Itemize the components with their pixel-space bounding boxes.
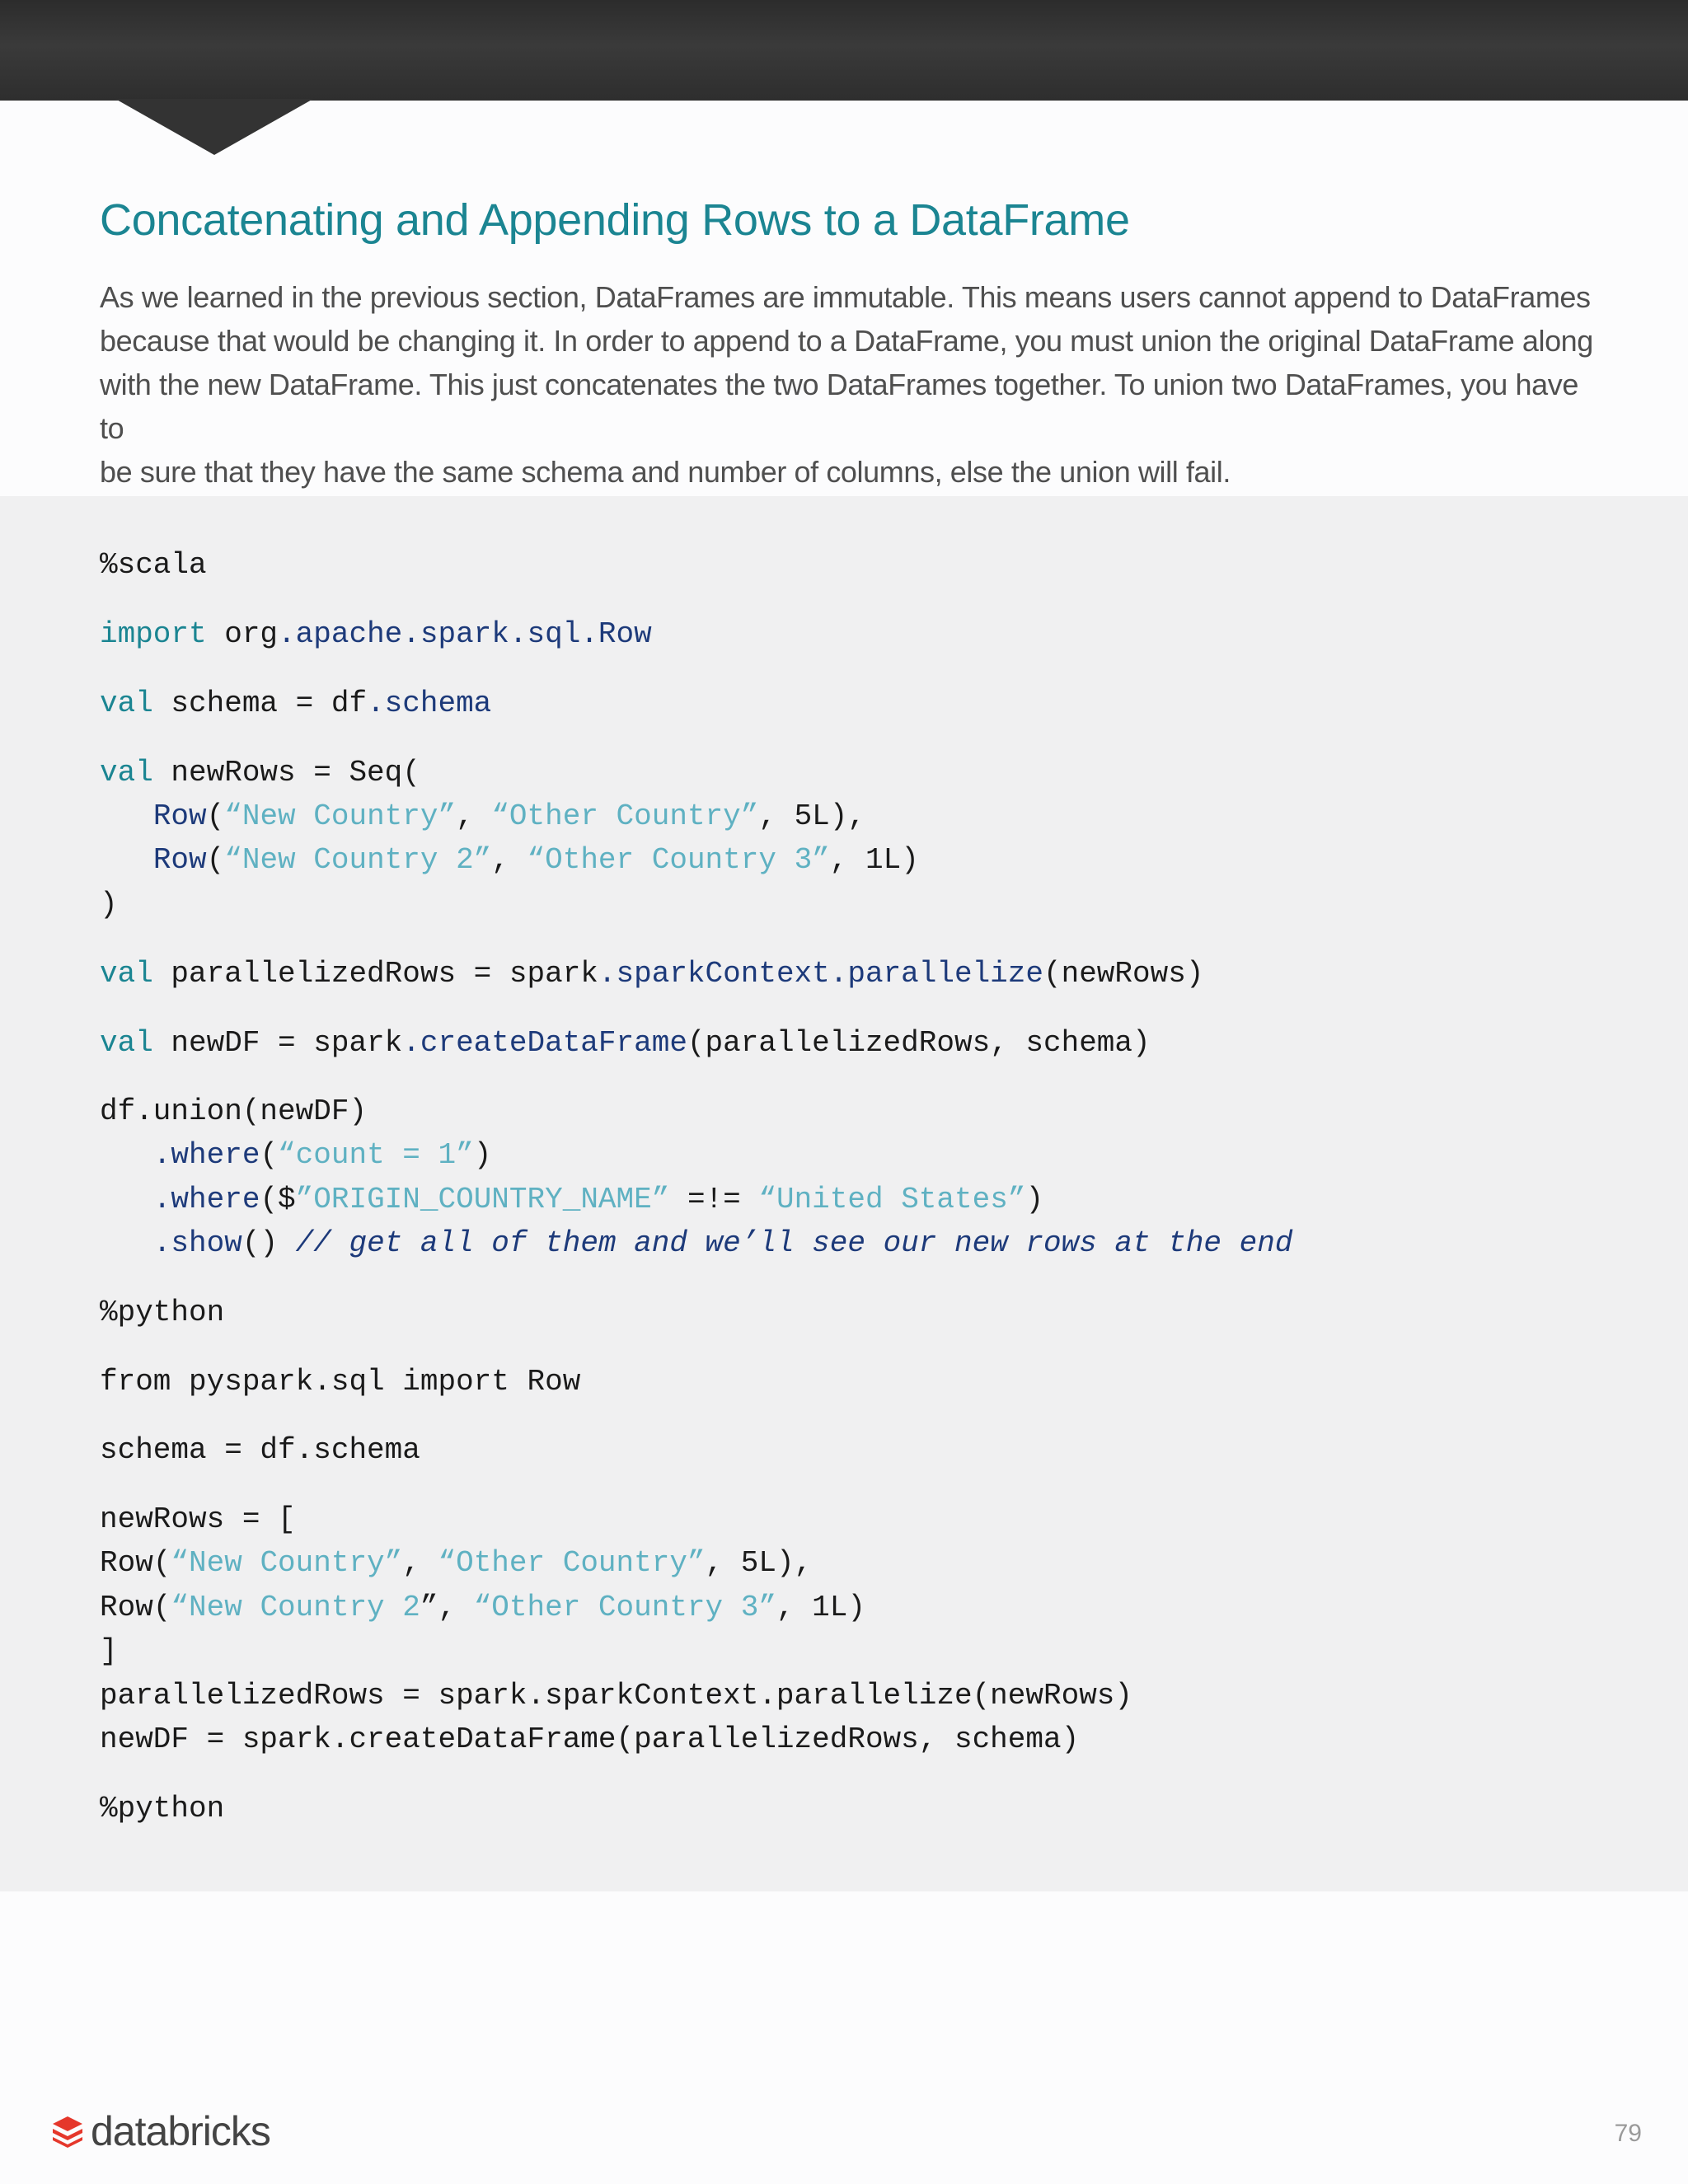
code-token: “New Country 2 (171, 1591, 420, 1624)
code-token: parallelizedRows = spark (152, 957, 598, 991)
code-token: from pyspark.sql import Row (100, 1365, 581, 1399)
code-token: val (100, 957, 153, 991)
intro-line: with the new DataFrame. This just concatenates the two DataFrames together. To union two DataFrames, you have to (100, 368, 1579, 445)
code-token: ”ORIGIN_COUNTRY_NAME” (295, 1183, 670, 1216)
code-token: “Other Country 3” (473, 1591, 776, 1624)
code-line (100, 1093, 367, 1131)
code-token: df.union(newDF) (100, 1094, 368, 1128)
code-token (100, 799, 153, 833)
code-token: Row (152, 799, 207, 833)
code-token: newRows = [ (100, 1502, 296, 1536)
code-token: “Other Country 3” (527, 843, 830, 877)
code-token: ) (1025, 1183, 1044, 1216)
code-token: ] (100, 1634, 118, 1668)
code-token: =!= (669, 1183, 759, 1216)
code-line (100, 685, 491, 723)
code-token: ( (260, 1138, 279, 1172)
code-token: Row( (100, 1546, 171, 1580)
code-line (100, 798, 865, 836)
code-line (100, 955, 1203, 993)
page-number: 79 (1614, 2120, 1642, 2147)
code-token: %python (100, 1296, 225, 1329)
code-token: “count = 1” (278, 1138, 474, 1172)
code-token: , (456, 799, 492, 833)
code-line (100, 1589, 865, 1627)
code-token (100, 1183, 153, 1216)
code-token: ) (473, 1138, 492, 1172)
code-token: Row( (100, 1591, 171, 1624)
footer-logo (49, 2107, 270, 2156)
code-line (100, 841, 919, 879)
code-line (100, 1024, 1151, 1062)
code-token: .where (152, 1183, 260, 1216)
code-token: ($ (260, 1183, 296, 1216)
code-line (100, 1721, 1079, 1759)
code-token: “Other Country” (491, 799, 759, 833)
code-token: ”, (420, 1591, 474, 1624)
code-token: (newRows) (1043, 957, 1204, 991)
code-token: , 5L), (705, 1546, 813, 1580)
code-token: .schema (367, 687, 492, 720)
code-token: org (206, 617, 279, 651)
intro-paragraph (100, 275, 1600, 494)
code-token: “Other Country” (438, 1546, 706, 1580)
code-line (100, 1790, 224, 1828)
code-token: schema = df.schema (100, 1433, 420, 1467)
code-token: val (100, 756, 153, 790)
code-token: , 1L) (776, 1591, 865, 1624)
code-token: newRows = Seq( (152, 756, 420, 790)
code-token: parallelizedRows = spark.sparkContext.parallelize(newRows) (100, 1679, 1133, 1713)
code-token: “New Country” (171, 1546, 403, 1580)
code-token: %scala (100, 548, 207, 582)
header-notch-decoration (0, 0, 1688, 157)
code-line (100, 1137, 491, 1174)
code-token: , 5L), (758, 799, 865, 833)
intro-line: be sure that they have the same schema and number of columns, else the union will fail. (100, 455, 1231, 489)
code-line (100, 1225, 1292, 1263)
code-token (100, 1138, 153, 1172)
code-token: val (100, 1026, 153, 1060)
code-token: // get all of them and we’ll see our new rows at the end (295, 1226, 1293, 1260)
code-token: %python (100, 1792, 225, 1825)
code-line (100, 886, 118, 924)
code-token: .sparkContext.parallelize (598, 957, 1043, 991)
code-token: () (241, 1226, 296, 1260)
code-line (100, 1181, 1043, 1219)
code-line (100, 1363, 580, 1401)
code-line (100, 1633, 118, 1671)
code-token: Row (152, 843, 207, 877)
code-line (100, 1432, 420, 1469)
code-token: ) (100, 888, 118, 921)
code-token: “United States” (758, 1183, 1026, 1216)
code-token: , 1L) (829, 843, 919, 877)
code-token: newDF = spark (152, 1026, 403, 1060)
code-line (100, 1677, 1132, 1715)
code-token: newDF = spark.createDataFrame(parallelizedRows, schema) (100, 1722, 1080, 1756)
code-token: “New Country” (224, 799, 457, 833)
code-line (100, 546, 207, 584)
intro-line: As we learned in the previous section, DataFrames are immutable. This means users cannot append to DataFrames (100, 280, 1591, 314)
code-line (100, 1501, 296, 1539)
code-token: val (100, 687, 153, 720)
code-token: .where (152, 1138, 260, 1172)
code-token (100, 843, 153, 877)
code-token (100, 1226, 153, 1260)
code-token: .show (152, 1226, 242, 1260)
code-token: .apache.spark.sql.Row (278, 617, 652, 651)
intro-line: because that would be changing it. In order to append to a DataFrame, you must union the original DataFrame along (100, 324, 1593, 358)
code-token: ( (206, 799, 225, 833)
code-token: “New Country 2” (224, 843, 492, 877)
databricks-stack-icon (49, 2113, 86, 2149)
code-line (100, 754, 420, 792)
code-token: .createDataFrame (402, 1026, 687, 1060)
code-token: schema = df (152, 687, 368, 720)
section-title: Concatenating and Appending Rows to a DataFrame (100, 195, 1130, 245)
code-token: (parallelizedRows, schema) (687, 1026, 1151, 1060)
code-line (100, 616, 652, 654)
code-token: , (402, 1546, 438, 1580)
code-line (100, 1294, 224, 1332)
code-token: ( (206, 843, 225, 877)
code-token: , (491, 843, 528, 877)
logo-wordmark: databricks (91, 2108, 270, 2154)
code-token: import (100, 617, 207, 651)
code-line (100, 1544, 812, 1582)
